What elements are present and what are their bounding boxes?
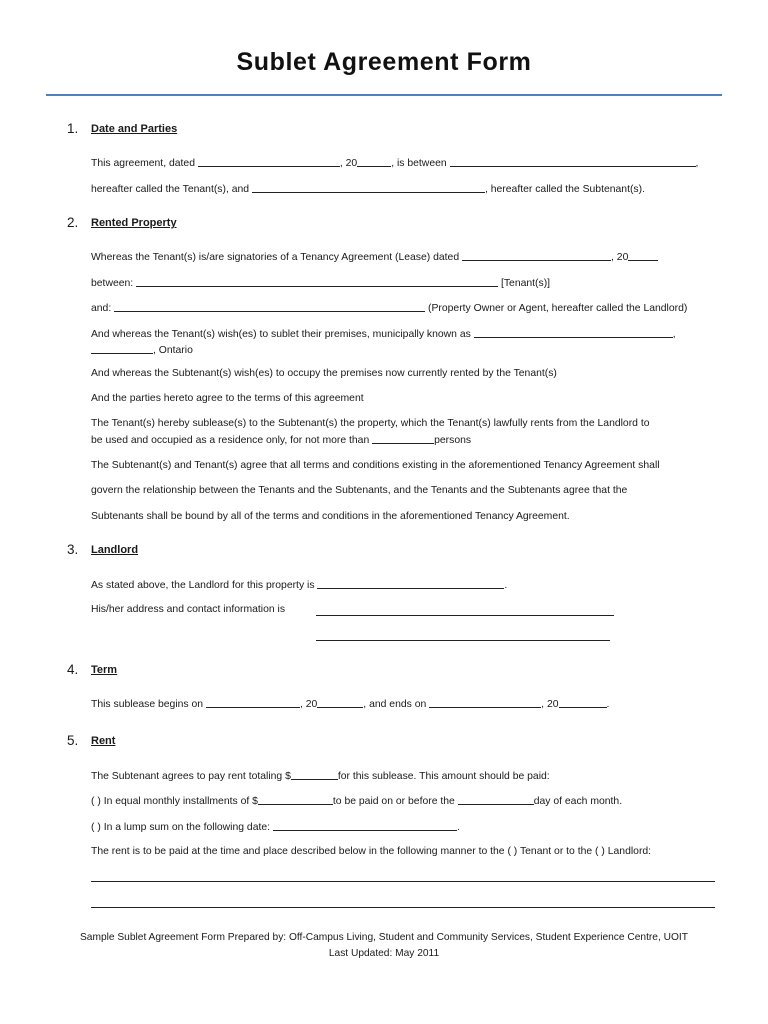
premises-line: And whereas the Tenant(s) wish(es) to sublet their premises, municipally known as , [91,329,676,340]
page-title: Sublet Agreement Form [236,48,532,76]
agree-terms-line: And the parties hereto agree to the terms of this agreement [91,393,364,404]
landlord-party-blank[interactable] [114,301,425,312]
monthly-installment-line: ( ) In equal monthly installments of $ to be paid on or before the day of each month. [91,796,623,807]
landlord-name-line: As stated above, the Landlord for this property is . [91,580,508,591]
terms-paragraph-line-3: Subtenants shall be bound by all of the terms and conditions in the aforementioned Tenancy Agreement. [91,511,570,522]
section-heading-rented-property: 2. Rented Property [67,215,177,230]
terms-paragraph-line-1: The Subtenant(s) and Tenant(s) agree that all terms and conditions existing in the aforementioned Tenancy Agreement shall [91,460,660,471]
footer-credit: Sample Sublet Agreement Form Prepared by: Off-Campus Living, Student and Community Services, Student Experience Centre, UOIT [80,932,688,943]
lease-date-blank[interactable] [462,250,611,261]
footer-updated: Last Updated: May 2011 [328,948,440,959]
persons-count-blank[interactable] [372,433,434,444]
lease-year-blank[interactable] [628,250,658,261]
agreement-date-blank[interactable] [198,156,340,167]
section-heading-date-and-parties: 1. Date and Parties [67,121,178,136]
due-day-blank[interactable] [458,794,534,805]
payment-manner-line: The rent is to be paid at the time and place described below in the following manner to the ( ) Tenant or to the ( ) Landlord: [91,846,652,857]
landlord-address-line: His/her address and contact information is [91,604,286,615]
lump-sum-line: ( ) In a lump sum on the following date: . [91,822,460,833]
section-heading-rent: 5. Rent [67,733,116,748]
title-divider [46,94,722,96]
rent-total-blank[interactable] [291,769,338,780]
occupancy-limit-line: be used and occupied as a residence only, for not more than persons [91,435,472,446]
end-date-blank[interactable] [429,697,541,708]
subtenant-name-blank[interactable] [252,182,485,193]
between-tenant-blank[interactable] [136,276,498,287]
landlord-party-line: and: (Property Owner or Agent, hereafter called the Landlord) [91,303,688,314]
monthly-amount-blank[interactable] [258,794,333,805]
lease-date-line: Whereas the Tenant(s) is/are signatories of a Tenancy Agreement (Lease) dated , 20 [91,250,658,264]
subtenant-occupy-line: And whereas the Subtenant(s) wish(es) to occupy the premises now currently rented by the Tenant(s) [91,368,557,379]
tenant-name-blank[interactable] [450,156,696,167]
begin-date-blank[interactable] [206,697,300,708]
sublease-line: The Tenant(s) hereby sublease(s) to the Subtenant(s) the property, which the Tenant(s) lawfully rents from the Landlord to [91,418,650,429]
landlord-name-blank[interactable] [317,578,504,589]
section-heading-landlord: 3. Landlord [67,542,139,557]
lump-sum-date-blank[interactable] [273,820,457,831]
agreement-date-line: This agreement, dated , 20 , is between , [91,158,699,169]
premises-city-blank[interactable] [91,343,153,354]
begin-year-blank[interactable] [317,697,363,708]
rent-total-line: The Subtenant agrees to pay rent totaling $ for this sublease. This amount should be paid: [91,771,550,782]
term-dates-line: This sublease begins on , 20 , and ends on , 20 . [91,699,610,710]
payment-details-blank-2[interactable] [91,907,715,908]
between-line: between: [Tenant(s)] [91,278,551,289]
section-heading-term: 4. Term [67,662,118,677]
terms-paragraph-line-2: govern the relationship between the Tenants and the Subtenants, and the Tenants and the Subtenants agree that the [91,485,628,496]
end-year-blank[interactable] [559,697,607,708]
premises-address-blank[interactable] [474,327,673,338]
landlord-address-blank-1[interactable] [316,615,614,616]
subtenant-line: hereafter called the Tenant(s), and , hereafter called the Subtenant(s). [91,184,645,195]
payment-details-blank-1[interactable] [91,881,715,882]
landlord-address-blank-2[interactable] [316,640,610,641]
premises-city-line: , Ontario [91,343,193,357]
agreement-year-blank[interactable] [357,156,391,167]
